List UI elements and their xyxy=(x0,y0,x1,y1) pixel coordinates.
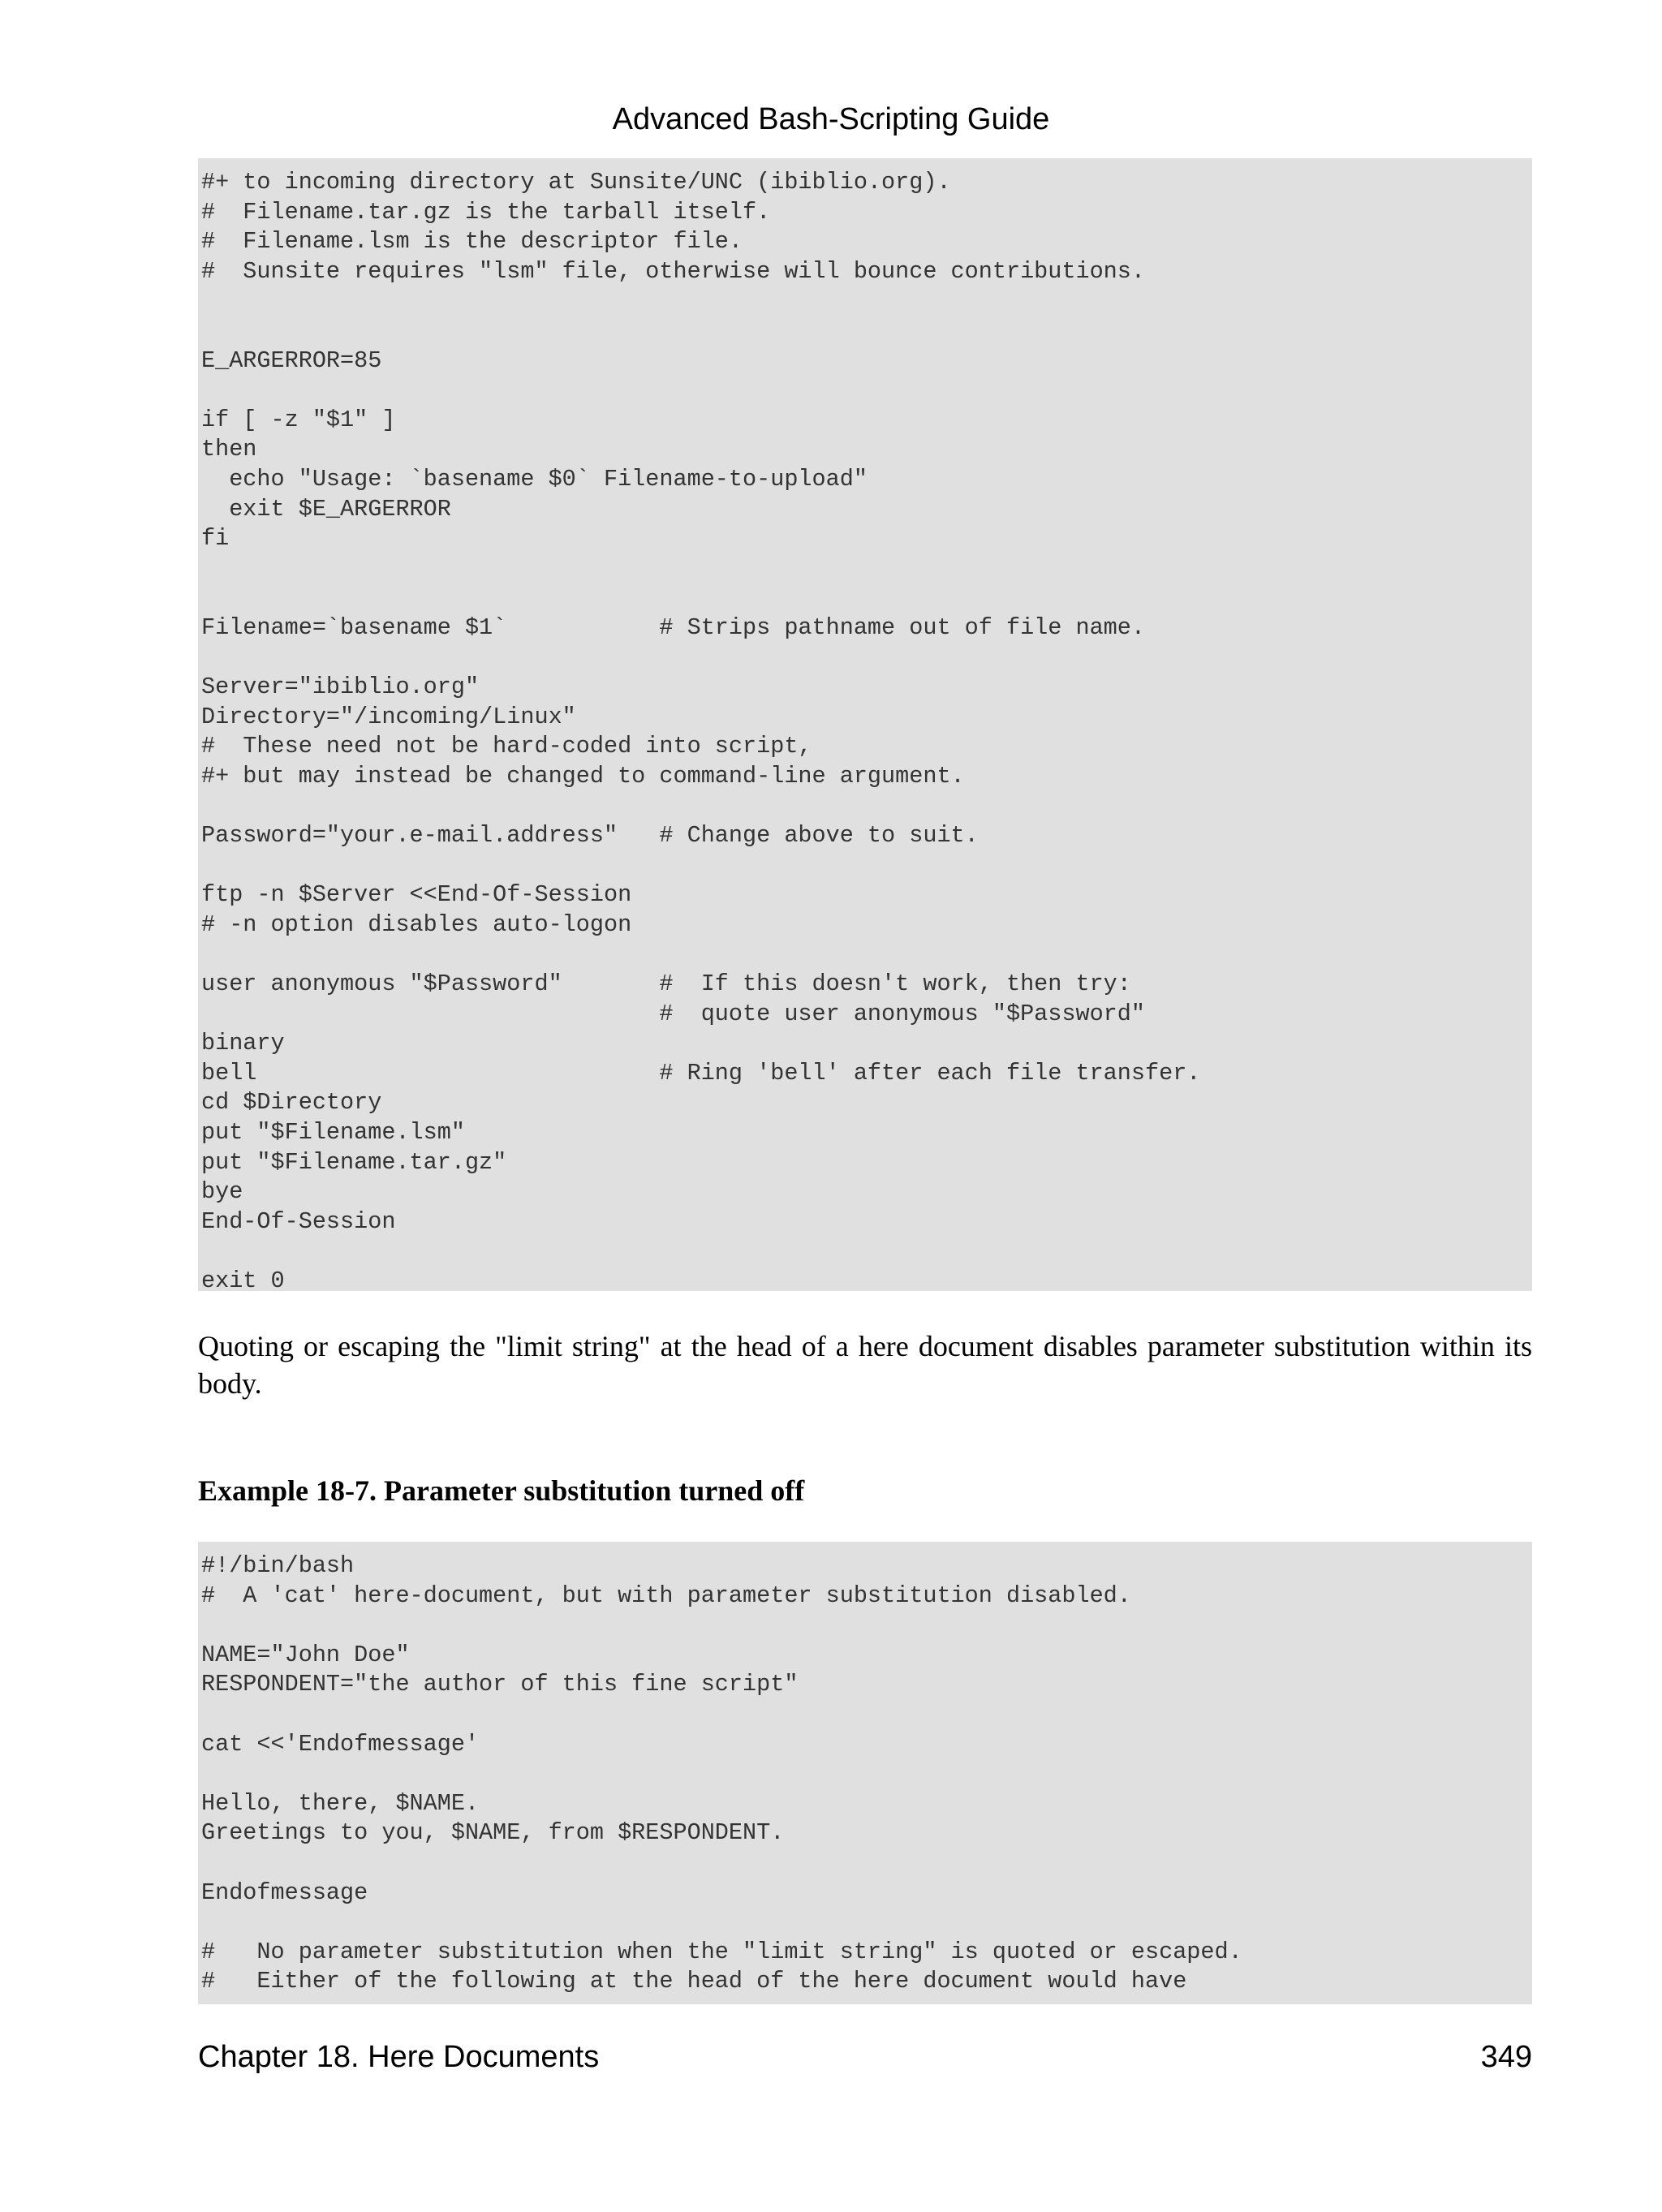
page-footer xyxy=(198,2037,1532,2077)
code-block-param-substitution: #!/bin/bash # A 'cat' here-document, but with parameter substitution disabled. NAME="John Doe" RESPONDENT="the author of this fine script" cat <<'Endofmessage' Hello, there, $NAME. Greetings to you, $NAME, from $RESPONDENT. Endofmessage # No parameter substitution when the "limit string" is quoted or escaped. # Either of the following at the head of the here document would have xyxy=(198,1542,1532,2004)
footer-page-number: 349 xyxy=(1480,2040,1532,2074)
body-paragraph: Quoting or escaping the "limit string" at the head of a here document disables parameter substitution within its body. xyxy=(198,1330,1532,1400)
footer-chapter-title: Chapter 18. Here Documents xyxy=(198,2040,600,2074)
page-header-title: Advanced Bash-Scripting Guide xyxy=(612,102,1050,136)
code-block-ftp-upload: #+ to incoming directory at Sunsite/UNC (ibiblio.org). # Filename.tar.gz is the tarball itself. # Filename.lsm is the descriptor file. # Sunsite requires "lsm" file, otherwise will bounce contributions. E_ARGERROR=85 if [ -z "$1" ] then echo "Usage: `basename $0` Filename-to-upload" exit $E_ARGERROR fi Filename=`basename $1` # Strips pathname out of file name. Server="ibiblio.org" Directory="/incoming/Linux" # These need not be hard-coded into script, #+ but may instead be changed to command-line argument. Password="your.e-mail.address" # Change above to suit. ftp -n $Server <<End-Of-Session # -n option disables auto-logon user anonymous "$Password" # If this doesn't work, then try: # quote user anonymous "$Password" binary bell # Ring 'bell' after each file transfer. cd $Directory put "$Filename.lsm" put "$Filename.tar.gz" bye End-Of-Session exit 0 xyxy=(198,158,1532,1291)
example-title: Example 18-7. Parameter substitution turned off xyxy=(198,1474,805,1507)
